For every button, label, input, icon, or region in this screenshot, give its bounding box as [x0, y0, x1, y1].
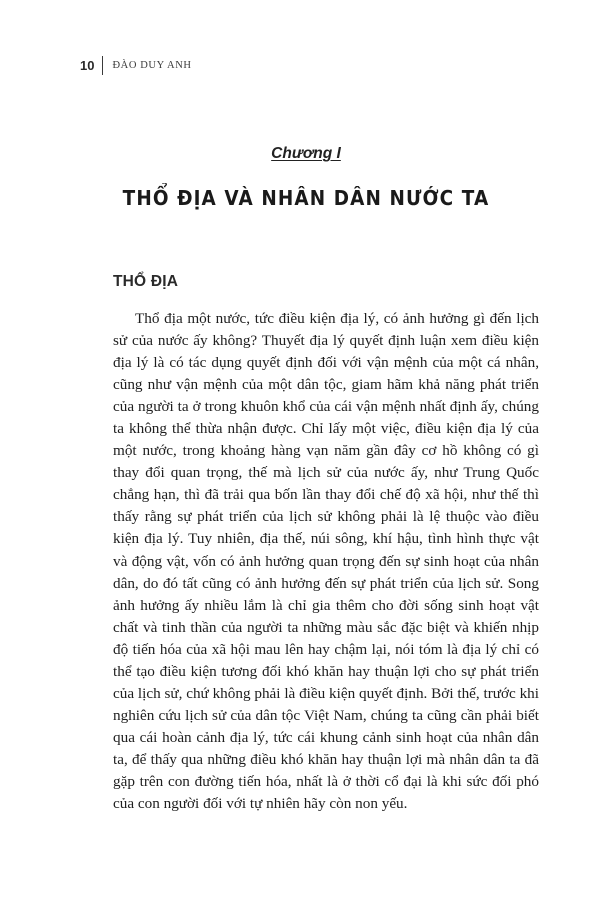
chapter-label: Chương I: [271, 145, 341, 162]
header-divider: [102, 56, 103, 75]
section-heading: THỔ ĐỊA: [113, 273, 179, 290]
chapter-title: THỔ ĐỊA VÀ NHÂN DÂN NƯỚC TA: [122, 186, 490, 210]
body-paragraph: Thổ địa một nước, tức điều kiện địa lý, có ảnh hưởng gì đến lịch sử của nước ấy không? Thuyết địa lý quyết định luận xem điều kiện địa lý là có tác dụng quyết định đối với vận mệnh của một cá nhân, cũng như vận mệnh của một dân tộc, giam hãm khả năng phát triển của người ta ở trong khuôn khổ của cái vận mệnh nhất định ấy, chúng ta không thể thừa nhận được. Chỉ lấy một việc, điều kiện địa lý của một nước, trong khoảng hàng vạn năm gần đây cơ hồ không có gì thay đổi quan trọng, thế mà lịch sử của nước ấy, như Trung Quốc chẳng hạn, thì đã trải qua bốn lần thay đổi chế độ xã hội, như thế thì thấy rằng sự phát triển của lịch sử không phải là lệ thuộc vào điều kiện địa lý. Tuy nhiên, địa thế, núi sông, khí hậu, tình hình thực vật và động vật, vốn có ảnh hưởng quan trọng đến sự sinh hoạt của nhân dân, do đó tất cũng có ảnh hưởng đến sự phát triển của lịch sử. Song ảnh hưởng ấy nhiều lắm là chỉ gia thêm cho đời sống sinh hoạt vật chất và tinh thần của người ta những màu sắc đặc biệt và khiến nhịp độ tiến hóa của xã hội mau lên hay chậm lại, nói tóm là địa lý chỉ có thể tạo điều kiện tương đối khó khăn hay thuận lợi cho sự phát triển của lịch sử, chứ không phải là điều kiện quyết định. Bởi thế, trước khi nghiên cứu lịch sử của dân tộc Việt Nam, chúng ta cũng cần phải biết qua cái hoàn cảnh địa lý, tức cái khung cảnh sinh hoạt của nhân dân ta, để thấy qua những điều khó khăn hay thuận lợi mà nhân dân ta đã gặp trên con đường tiến hóa, nhất là ở thời cổ đại là khi sức đối phó của con người đối với tự nhiên hãy còn non yếu.: [113, 310, 539, 813]
running-head: [80, 55, 192, 75]
page-number: 10: [80, 57, 95, 73]
author-name: ĐÀO DUY ANH: [112, 59, 192, 71]
